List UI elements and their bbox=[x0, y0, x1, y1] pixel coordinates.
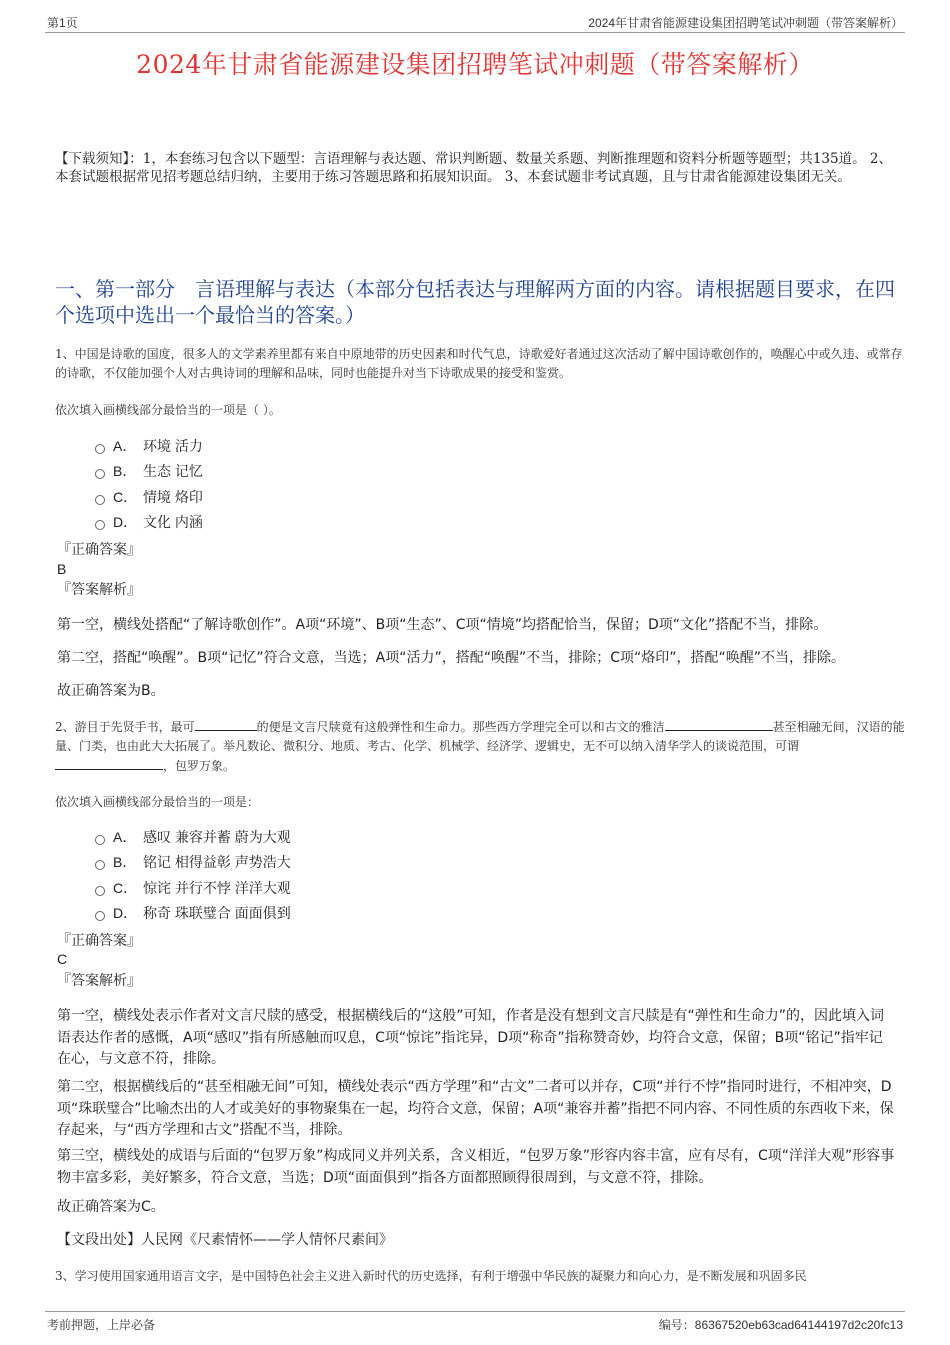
blank-2 bbox=[665, 717, 773, 731]
page-header bbox=[45, 12, 905, 33]
question-2-answer: C bbox=[57, 951, 68, 967]
question-2-source: 【文段出处】人民网《尺素情怀——学人情怀尺素间》 bbox=[57, 1232, 393, 1248]
question-1-answer: B bbox=[57, 561, 67, 577]
page-number: 第1页 bbox=[47, 16, 78, 30]
question-1-analysis-label: 『答案解析』 bbox=[57, 582, 141, 598]
question-1-analysis-2: 第二空，搭配“唤醒”。B项“记忆”符合文意，当选；A项“活力”，搭配“唤醒”不当，排除；C项“烙印”，搭配“唤醒”不当，排除。 bbox=[57, 650, 845, 666]
header-doc-title: 2024年甘肃省能源建设集团招聘笔试冲刺题（带答案解析） bbox=[588, 16, 903, 30]
radio-icon[interactable] bbox=[95, 520, 105, 530]
question-2-options bbox=[95, 824, 495, 926]
question-1-option-a[interactable]: A． 环境 活力 bbox=[95, 433, 495, 459]
radio-icon[interactable] bbox=[95, 911, 105, 921]
radio-icon[interactable] bbox=[95, 886, 105, 896]
question-1-option-c[interactable]: C． 情境 烙印 bbox=[95, 484, 495, 510]
page-footer bbox=[45, 1311, 905, 1334]
question-2-prompt: 依次填入画横线部分最恰当的一项是： bbox=[55, 795, 260, 809]
footer-slogan: 考前押题，上岸必备 bbox=[47, 1318, 156, 1332]
question-3-text: 3、学习使用国家通用语言文字，是中国特色社会主义进入新时代的历史选择，有利于增强中华民族的凝聚力和向心力，是不断发展和巩固多民 bbox=[55, 1269, 807, 1283]
question-2-correct-answer-label: 『正确答案』 bbox=[57, 933, 141, 949]
question-2-analysis-1: 第一空，横线处表示作者对文言尺牍的感受，根据横线后的“这般”可知，作者是没有想到文言尺牍是有“弹性和生命力”的，因此填入词语表达作者的感慨，A项“感叹”指有所感触而叹息，C项“惊诧”指诧异，D项“称奇”指称赞奇妙，均符合文意，保留；B项“铭记”指牢记在心，与文意不符，排除。 bbox=[57, 1008, 885, 1067]
document-title: 2024年甘肃省能源建设集团招聘笔试冲刺题（带答案解析） bbox=[136, 50, 814, 79]
question-2-option-c[interactable]: C． 惊诧 并行不悖 洋洋大观 bbox=[95, 875, 495, 901]
download-notice: 【下载须知】：1，本套练习包含以下题型：言语理解与表达题、常识判断题、数量关系题、判断推理题和资料分析题等题型；共135道。 2、本套试题根据常见招考题总结归纳，主要用于练习答题思路和拓展知识面。 3、本套试题非考试真题，且与甘肃省能源建设集团无关。 bbox=[55, 151, 892, 185]
question-2-text: 2、游目于先贤手书，最可 的便是文言尺牍竟有这般弹性和生命力。那些西方学理完全可以和古文的雅洁 甚至相融无间，汉语的能量、门类，也由此大大拓展了。举凡数论、微积分、地质、考古、化学、机械学、经济学、逻辑史，无不可以纳入清华学人的谈说范围，可谓，包罗万象。 bbox=[55, 717, 905, 776]
question-1-correct-answer-label: 『正确答案』 bbox=[57, 542, 141, 558]
question-1-text: 1、中国是诗歌的国度，很多人的文学素养里都有来自中原地带的历史因素和时代气息，诗歌爱好者通过这次活动了解中国诗歌创作的，唤醒心中或久违、或常存的诗歌，不仅能加强个人对古典诗词的理解和品味，同时也能提升对当下诗歌成果的接受和鉴赏。 bbox=[55, 347, 903, 380]
question-2-option-a[interactable]: A． 感叹 兼容并蓄 蔚为大观 bbox=[95, 824, 495, 850]
question-2-option-b[interactable]: B． 铭记 相得益彰 声势浩大 bbox=[95, 850, 495, 876]
radio-icon[interactable] bbox=[95, 444, 105, 454]
question-1-option-d[interactable]: D． 文化 内涵 bbox=[95, 510, 495, 536]
blank-1 bbox=[195, 717, 257, 731]
question-1-prompt: 依次填入画横线部分最恰当的一项是（ ）。 bbox=[55, 403, 281, 417]
question-1-option-b[interactable]: B． 生态 记忆 bbox=[95, 459, 495, 485]
question-2-analysis-3: 第三空，横线处的成语与后面的“包罗万象”构成同义并列关系，含义相近，“包罗万象”形容内容丰富，应有尽有，C项“洋洋大观”形容事物丰富多彩，美好繁多，符合文意，当选；D项“面面俱到”指各方面都照顾得很周到，与文意不符，排除。 bbox=[57, 1148, 895, 1186]
blank-3 bbox=[55, 756, 163, 770]
radio-icon[interactable] bbox=[95, 495, 105, 505]
radio-icon[interactable] bbox=[95, 835, 105, 845]
question-1-options bbox=[95, 433, 495, 535]
question-2-analysis-label: 『答案解析』 bbox=[57, 973, 141, 989]
question-1-analysis-1: 第一空，横线处搭配“了解诗歌创作”。A项“环境”、B项“生态”、C项“情境”均搭配恰当，保留；D项“文化”搭配不当，排除。 bbox=[57, 617, 828, 633]
section-heading: 一、第一部分 言语理解与表达（本部分包括表达与理解两方面的内容。请根据题目要求，在四个选项中选出一个最恰当的答案。） bbox=[55, 277, 895, 327]
question-2-analysis-2: 第二空，根据横线后的“甚至相融无间”可知，横线处表示“西方学理”和“古文”二者可以并存，C项“并行不悖”指同时进行，不相冲突，D项“珠联璧合”比喻杰出的人才或美好的事物聚集在一起，均符合文意，保留；A项“兼容并蓄”指把不同内容、不同性质的东西收下来，保存起来，与“西方学理和古文”搭配不当，排除。 bbox=[57, 1079, 894, 1138]
radio-icon[interactable] bbox=[95, 860, 105, 870]
question-2-option-d[interactable]: D． 称奇 珠联璧合 面面俱到 bbox=[95, 901, 495, 927]
question-2-analysis-4: 故正确答案为C。 bbox=[57, 1199, 165, 1215]
question-1-analysis-3: 故正确答案为B。 bbox=[57, 683, 165, 699]
radio-icon[interactable] bbox=[95, 469, 105, 479]
footer-code: 编号：86367520eb63cad64144197d2c20fc13 bbox=[658, 1318, 903, 1332]
